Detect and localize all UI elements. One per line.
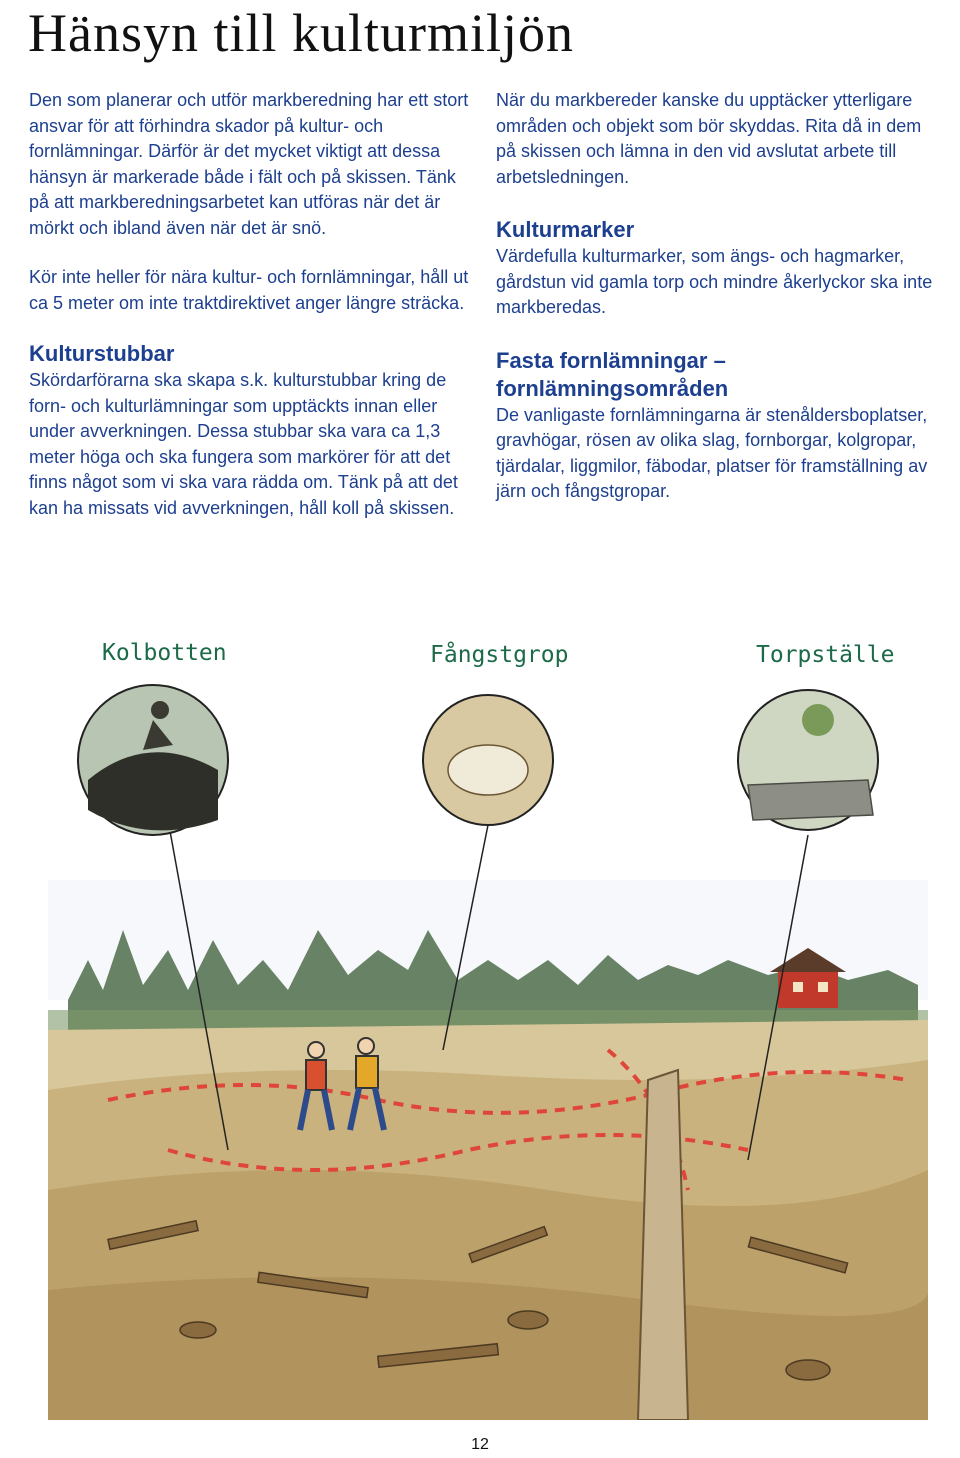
kulturmarker-paragraph: Värdefulla kulturmarker, som ängs- och hagmarker, gårdstun vid gamla torp och mindre åkerlyckor ska inte markberedas. <box>496 246 933 317</box>
kulturstubbar-paragraph: Skördarförarna ska skapa s.k. kulturstubbar kring de forn- och kulturlämningar som upptäckts innan eller under avverkningen. Dessa stubbar ska vara ca 1,3 meter höga och ska fungera som markörer för att det finns något som vi ska vara rädda om. Tänk på att det kan ha missats vid avverkningen, håll koll på skissen. <box>29 370 458 518</box>
fornlamningar-heading: Fasta fornlämningar – fornlämningsområden <box>496 347 729 401</box>
fangstgrop-label: Fångstgrop <box>430 642 569 668</box>
clearcut-landscape-illustration <box>48 630 928 1420</box>
distance-paragraph: Kör inte heller för nära kultur- och fornlämningar, håll ut ca 5 meter om inte traktdirektivet anger längre sträcka. <box>29 267 469 313</box>
torpstalle-label: Torpställe <box>756 642 895 668</box>
kulturstubbar-heading: Kulturstubbar <box>29 341 175 366</box>
page-number: 12 <box>471 1436 489 1453</box>
left-column <box>29 88 469 521</box>
kulturmarker-heading: Kulturmarker <box>496 217 635 242</box>
intro-paragraph: Den som planerar och utför markberedning har ett stort ansvar för att förhindra skador på kultur- och fornlämningar. Därför är det mycket viktigt att dessa hänsyn är markerade både i fält och på skissen. Tänk på att markberedningsarbetet kan utföras när det är mörkt och ibland även när det är snö. <box>29 90 469 238</box>
right-column <box>496 88 942 505</box>
discover-paragraph: När du markbereder kanske du upptäcker ytterligare områden och objekt som bör skyddas. Rita då in dem på skissen och lämna in den vid avslutat arbete till arbetsledningen. <box>496 90 922 187</box>
fornlamningar-paragraph: De vanligaste fornlämningarna är stenåldersboplatser, gravhögar, rösen av olika slag, fornborgar, kolgropar, tjärdalar, liggmilor, fäbodar, platser för framställning av järn och fångstgropar. <box>496 404 928 501</box>
kolbotten-label: Kolbotten <box>102 640 227 666</box>
page-title: Hänsyn till kulturmiljön <box>28 3 574 63</box>
